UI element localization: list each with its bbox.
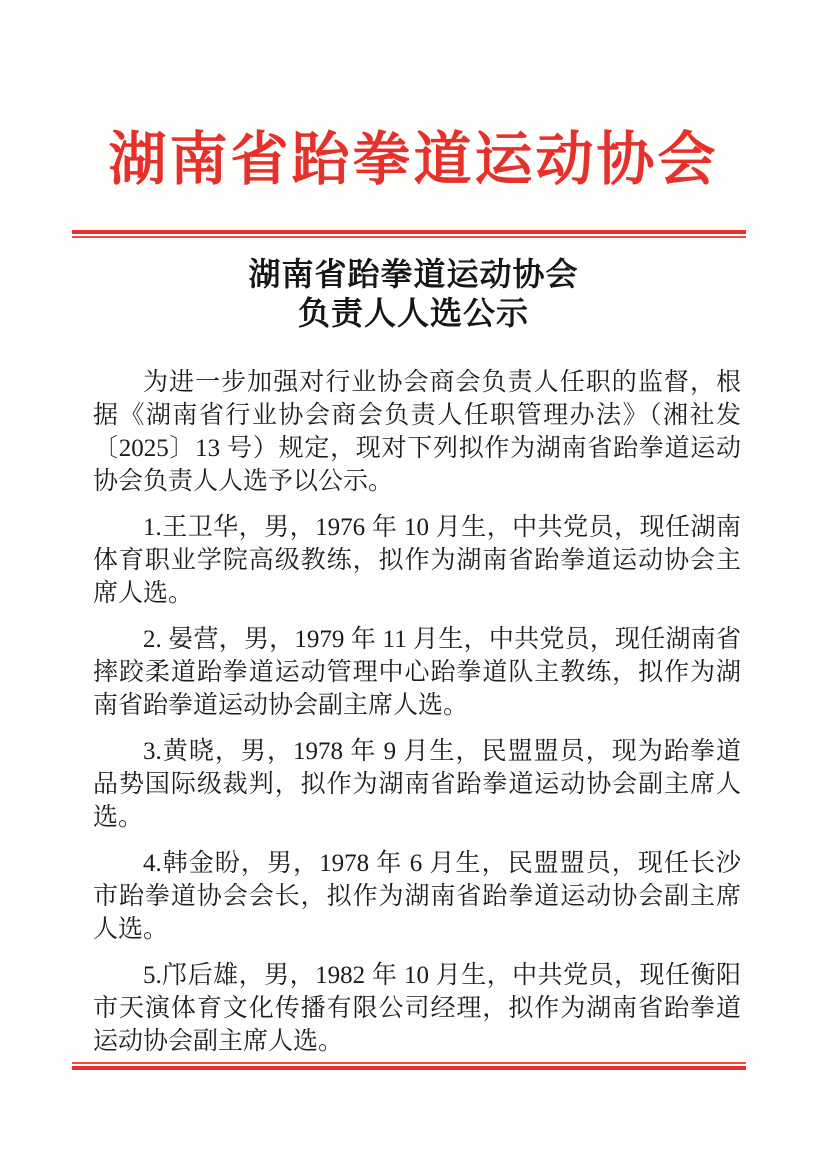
paragraph-candidate-3: 3.黄晓，男，1978 年 9 月生，民盟盟员，现为跆拳道品势国际级裁判，拟作为湖南省跆拳道运动协会副主席人选。 [93, 738, 741, 831]
paragraph-candidate-2: 2. 晏营，男，1979 年 11 月生，中共党员，现任湖南省摔跤柔道跆拳道运动管理中心跆拳道队主教练，拟作为湖南省跆拳道运动协会副主席人选。 [93, 626, 741, 719]
document-title-line1: 湖南省跆拳道运动协会 [248, 256, 579, 292]
paragraph-candidate-1: 1.王卫华，男，1976 年 10 月生，中共党员，现任湖南体育职业学院高级教练，拟作为湖南省跆拳道运动协会主席人选。 [93, 514, 741, 607]
document-body [93, 366, 741, 1071]
document-title [0, 255, 827, 333]
paragraph-candidate-5: 5.邝后雄，男，1982 年 10 月生，中共党员，现任衡阳市天演体育文化传播有限公司经理，拟作为湖南省跆拳道运动协会副主席人选。 [93, 962, 741, 1055]
paragraph-intro: 为进一步加强对行业协会商会负责人任职的监督，根据《湖南省行业协会商会负责人任职管理办法》（湘社发〔2025〕13 号）规定，现对下列拟作为湖南省跆拳道运动协会负责人人选予以公示。 [93, 369, 741, 495]
masthead-title: 湖南省跆拳道运动协会 [108, 127, 719, 192]
footer-divider-thick-line [72, 1066, 746, 1070]
footer-divider [72, 1062, 746, 1070]
document-title-line2: 负责人人选公示 [297, 295, 529, 331]
header-divider-thin-line [72, 236, 746, 238]
header-divider [72, 230, 746, 238]
paragraph-candidate-4: 4.韩金盼，男，1978 年 6 月生，民盟盟员，现任长沙市跆拳道协会会长，拟作为湖南省跆拳道运动协会副主席人选。 [93, 850, 741, 943]
